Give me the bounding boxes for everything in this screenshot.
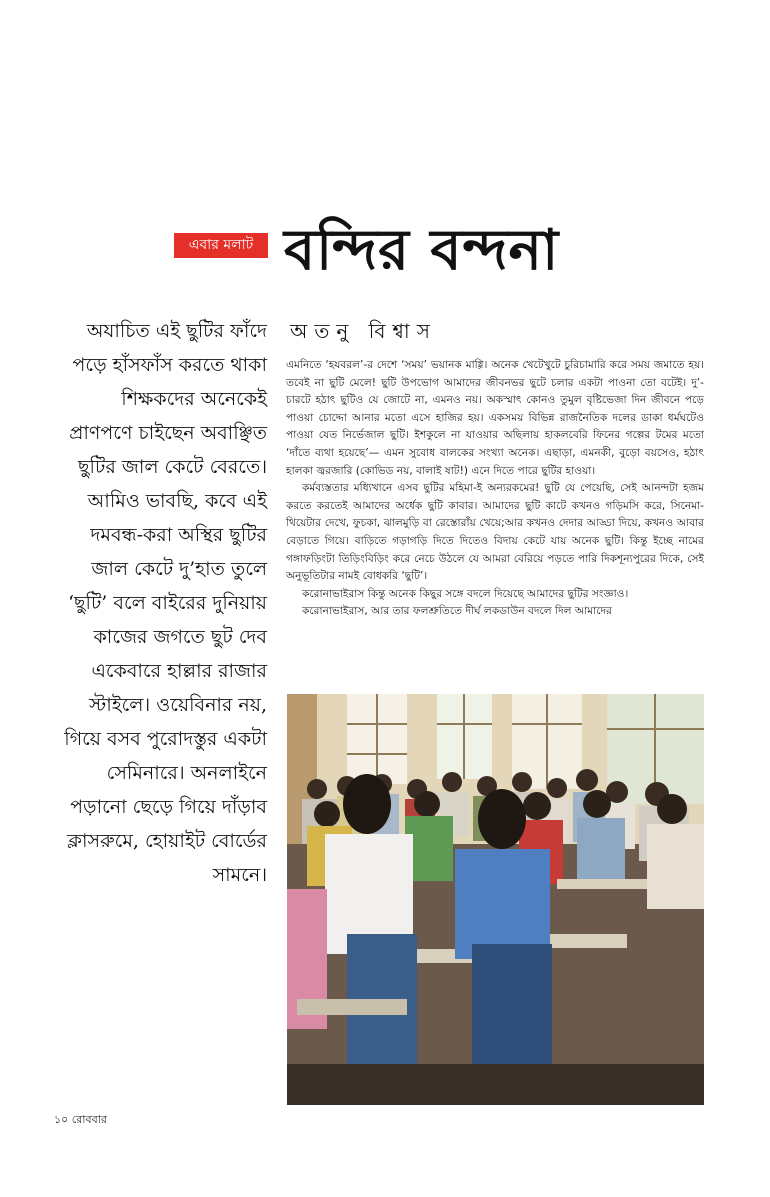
pull-quote-text: অযাচিত এই ছুটির ফাঁদে পড়ে হাঁসফাঁস করতে থাকা শিক্ষকদের অনেকেই প্রাণপণে চাইছেন অবাঞ্ছিত ছুটির জাল কেটে বেরতে। আমিও ভাবছি, কবে এই দমবন্ধ-করা অস্থির ছুটির জাল কেটে দু’হাত তুলে ‘ছুটি’ বলে বাইরের দুনিয়ায় কাজের জগতে ছুট দেব একেবারে হাল্লার রাজার স্টাইলে। ওয়েবিনার নয়, গিয়ে বসব পুরোদস্তুর একটা সেমিনারে। অনলাইনে পড়ানো ছেড়ে গিয়ে দাঁড়াব ক্লাসরুমে, হোয়াইট বোর্ডের সামনে। [64, 320, 267, 886]
pull-quote [60, 314, 267, 892]
section-tag: এবার মলাট [174, 233, 268, 258]
body-paragraph: কর্মব্যস্ততার মধ্যিখানে এসব ছুটির মহিমা-ই অন্যরকমের! ছুটি যে পেয়েছি, সেই আনন্দটা হজম করতে করতেই আমাদের অর্ধেক ছুটি কাবার। আমাদের ছুটি কাটে কখনও গড়িমসি করে, সিনেমা-থিয়েটার দেখে, ফুচকা, ঝালমুড়ি বা রেস্তোরাঁয় খেয়ে;আর কখনও দেদার আড্ডা দিয়ে, কখনও আবার বেড়াতে গিয়ে। বাড়িতে গড়াগড়ি দিতে দিতেও বিদায় কেটে যায় অনেক ছুটি। কিন্তু ইচ্ছে নামের গঙ্গাফড়িংটা তিড়িংবিড়িং করে নেচে উঠলে যে আমরা বেরিয়ে পড়তে পারি দিকশূন্যপুরের দিকে, সেই অনুভূতিটার নামই বোধকরি ‘ছুটি’। [286, 482, 704, 583]
classroom-photo-illustration [287, 694, 704, 1105]
byline: অতনু বিশ্বাস [290, 319, 437, 343]
body-paragraph: করোনাভাইরাস কিন্তু অনেক কিছুর সঙ্গে বদলে দিয়েছে আমাদের ছুটির সংজ্ঞাও। [302, 587, 629, 600]
classroom-photo [287, 694, 704, 1105]
headline: বন্দির বন্দনা [284, 217, 560, 283]
article-body [286, 357, 704, 621]
page-folio: ১০ রোববার [54, 1113, 107, 1126]
body-paragraph: এমনিতে ‘হযবরল’-র দেশে ‘সময়’ ভয়ানক মাগ্গি। অনেক খেটেখুটে চুরিচামারি করে সময় জমাতে হয়। তবেই না ছুটি মেলে! ছুটি উপভোগ আমাদের জীবনভর ছুটে চলার একটা পাওনা তো বটেই। দু’-চারটে হঠাৎ ছুটিও যে জোটে না, এমনও নয়। অকস্মাৎ কোনও তুমুল বৃষ্টিভেজা দিন জীবনে পড়ে পাওয়া চোদ্দো আনার মতো এসে হাজির হয়। একসময় বিভিন্ন রাজনৈতিক দলের ডাকা ধর্মঘটেও পাওয়া যেত নির্ভেজাল ছুটি। ইশকুলে না যাওয়ার অছিলায় হাকলবেরি ফিনের গল্পের টমের মতো ‘দাঁতে ব্যথা হয়েছে’— এমন সুবোধ বালকের সংখ্যা অনেক। এছাড়া, এমনকী, বুড়ো বয়সেও, হঠাৎ হালকা জ্বরজারি (কোভিড নয়, বালাই ষাট!) এনে দিতে পারে ছুটির হাওয়া। [286, 359, 704, 477]
body-paragraph: করোনাভাইরাস, আর তার ফলশ্রুতিতে দীর্ঘ লকডাউন বদলে দিল আমাদের [302, 605, 612, 618]
